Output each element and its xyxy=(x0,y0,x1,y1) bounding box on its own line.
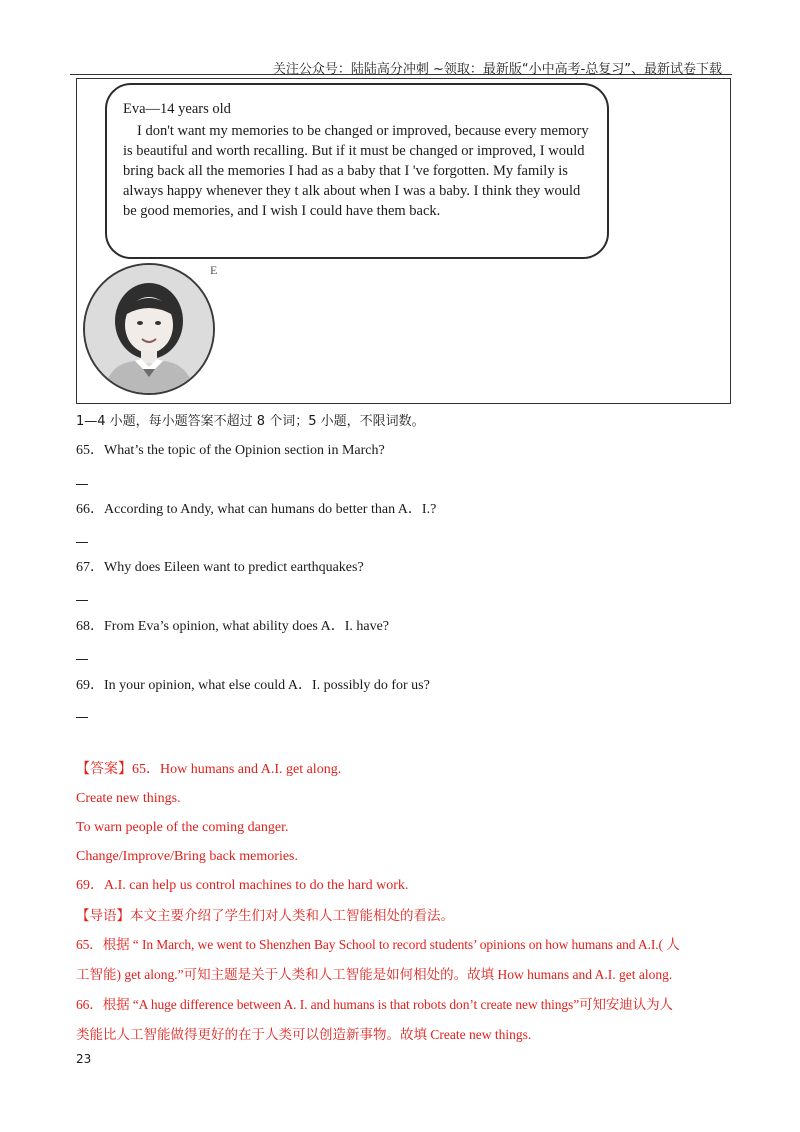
page-header: 关注公众号：陆陆高分冲刺 ~领取：最新版“小中高考-总复习”、最新试卷下载 xyxy=(272,62,722,77)
answer-65: 【答案】65．How humans and A.I. get along. xyxy=(76,762,342,777)
guide-intro: 【导语】本文主要介绍了学生们对人类和人工智能相处的看法。 xyxy=(76,908,454,924)
speech-bubble xyxy=(105,83,609,259)
answer-69: 69．A.I. can help us control machines to do the hard work. xyxy=(76,878,409,893)
answer-66: Create new things. xyxy=(76,791,181,806)
explanation-65-line2: 工智能) get along.”可知主题是关于人类和人工智能是如何相处的。故填 How humans and A.I. get along. xyxy=(76,967,673,982)
portrait-photo xyxy=(83,263,218,395)
answer-blank-68 xyxy=(76,659,88,660)
answer-blank-66 xyxy=(76,542,88,543)
question-68: 68．From Eva’s opinion, what ability does A．I. have? xyxy=(76,619,390,634)
answer-68: Change/Improve/Bring back memories. xyxy=(76,849,298,864)
header-rule xyxy=(70,74,732,75)
speaker-name: Eva—14 years old xyxy=(123,101,231,117)
speech-text: I don't want my memories to be changed or improved, because every memory is beautiful and worth recalling. But if it must be changed or improved, I would bring back all the memories I had as a baby that I 've forgotten. My family is always happy whenever they t alk about when I was a baby. I think they would be good memories, and I wish I could have them back. xyxy=(123,123,589,219)
explanation-66-line1: 66．根据 “A huge difference between A. I. and humans is that robots don’t create new things”可知安迪认为人 xyxy=(76,997,673,1012)
answer-blank-65 xyxy=(76,484,88,485)
answer-blank-69 xyxy=(76,717,88,718)
question-69: 69．In your opinion, what else could A．I. possibly do for us? xyxy=(76,678,430,693)
explanation-65-line1: 65．根据 “ In March, we went to Shenzhen Bay School to record students’ opinions on how humans and A.I.( 人 xyxy=(76,937,680,952)
girl-portrait-illustration xyxy=(85,265,213,393)
explanation-66-line2: 类能比人工智能做得更好的在于人类可以创造新事物。故填 Create new things. xyxy=(76,1027,532,1042)
instructions: 1—4 小题，每小题答案不超过 8 个词；5 小题，不限词数。 xyxy=(76,414,425,429)
passage-frame xyxy=(76,78,731,404)
answer-67: To warn people of the coming danger. xyxy=(76,820,289,835)
portrait-area xyxy=(77,263,217,393)
question-65: 65．What’s the topic of the Opinion section in March? xyxy=(76,443,385,458)
question-67: 67．Why does Eileen want to predict earthquakes? xyxy=(76,560,364,575)
edge-letter: E xyxy=(210,263,218,277)
answer-blank-67 xyxy=(76,600,88,601)
page-number: 23 xyxy=(76,1052,92,1066)
question-66: 66．According to Andy, what can humans do better than A．I.? xyxy=(76,502,437,517)
